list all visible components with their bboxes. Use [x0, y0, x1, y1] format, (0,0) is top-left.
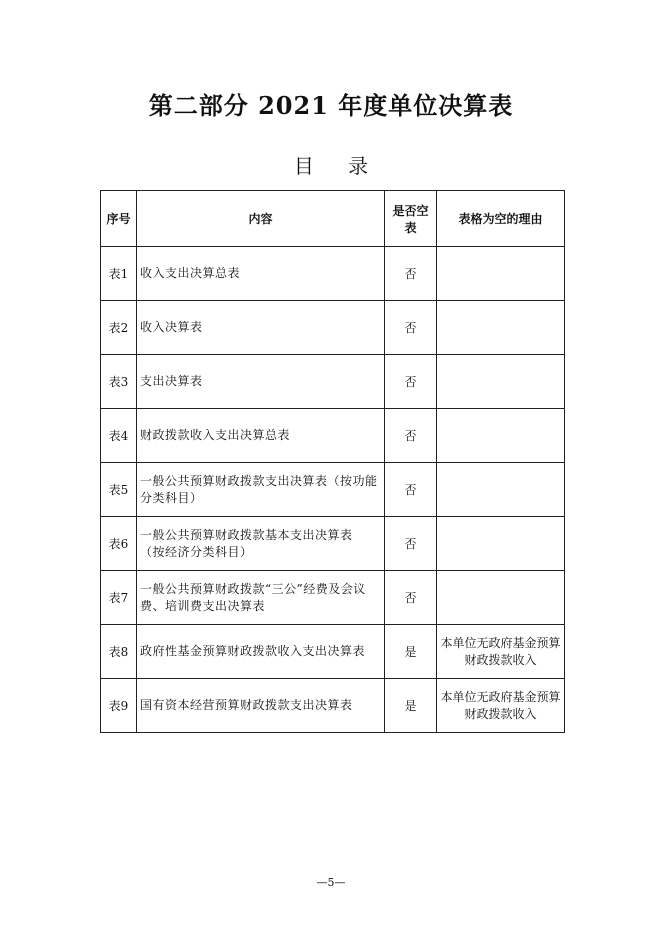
header-reason: 表格为空的理由 [437, 191, 565, 247]
table-row [101, 679, 565, 733]
row-content: 收入决算表 [137, 301, 385, 355]
row-content: 一般公共预算财政拨款支出决算表（按功能分类科目） [137, 463, 385, 517]
toc-heading: 目 录 [293, 154, 383, 178]
row-number: 表1 [101, 247, 137, 301]
page-title: 第二部分 2021 年度单位决算表 [148, 91, 514, 120]
row-reason [437, 571, 565, 625]
row-reason [437, 463, 565, 517]
table-row [101, 517, 565, 571]
header-no: 序号 [101, 191, 137, 247]
row-is-empty: 是 [385, 679, 437, 733]
page-number: —5— [316, 876, 346, 889]
row-is-empty: 否 [385, 355, 437, 409]
table-row [101, 355, 565, 409]
row-is-empty: 否 [385, 409, 437, 463]
row-content: 收入支出决算总表 [137, 247, 385, 301]
row-is-empty: 是 [385, 625, 437, 679]
row-content: 财政拨款收入支出决算总表 [137, 409, 385, 463]
row-is-empty: 否 [385, 463, 437, 517]
table-row [101, 625, 565, 679]
row-number: 表2 [101, 301, 137, 355]
table-row [101, 409, 565, 463]
row-content: 国有资本经营预算财政拨款支出决算表 [137, 679, 385, 733]
row-number: 表6 [101, 517, 137, 571]
header-is-empty: 是否空表 [385, 191, 437, 247]
row-content: 政府性基金预算财政拨款收入支出决算表 [137, 625, 385, 679]
row-content: 一般公共预算财政拨款基本支出决算表 （按经济分类科目） [137, 517, 385, 571]
row-number: 表9 [101, 679, 137, 733]
toc-table [100, 190, 565, 733]
row-content: 支出决算表 [137, 355, 385, 409]
table-header-row [101, 191, 565, 247]
table-row [101, 301, 565, 355]
row-reason [437, 355, 565, 409]
row-is-empty: 否 [385, 247, 437, 301]
row-reason: 本单位无政府基金预算财政拨款收入 [437, 625, 565, 679]
row-number: 表5 [101, 463, 137, 517]
row-content: 一般公共预算财政拨款“三公”经费及会议费、培训费支出决算表 [137, 571, 385, 625]
row-number: 表4 [101, 409, 137, 463]
table-row [101, 463, 565, 517]
header-content: 内容 [137, 191, 385, 247]
row-reason [437, 409, 565, 463]
table-row [101, 247, 565, 301]
row-reason [437, 301, 565, 355]
row-number: 表3 [101, 355, 137, 409]
row-reason: 本单位无政府基金预算财政拨款收入 [437, 679, 565, 733]
row-number: 表7 [101, 571, 137, 625]
row-is-empty: 否 [385, 517, 437, 571]
row-is-empty: 否 [385, 571, 437, 625]
row-reason [437, 517, 565, 571]
row-number: 表8 [101, 625, 137, 679]
table-row [101, 571, 565, 625]
row-reason [437, 247, 565, 301]
row-is-empty: 否 [385, 301, 437, 355]
